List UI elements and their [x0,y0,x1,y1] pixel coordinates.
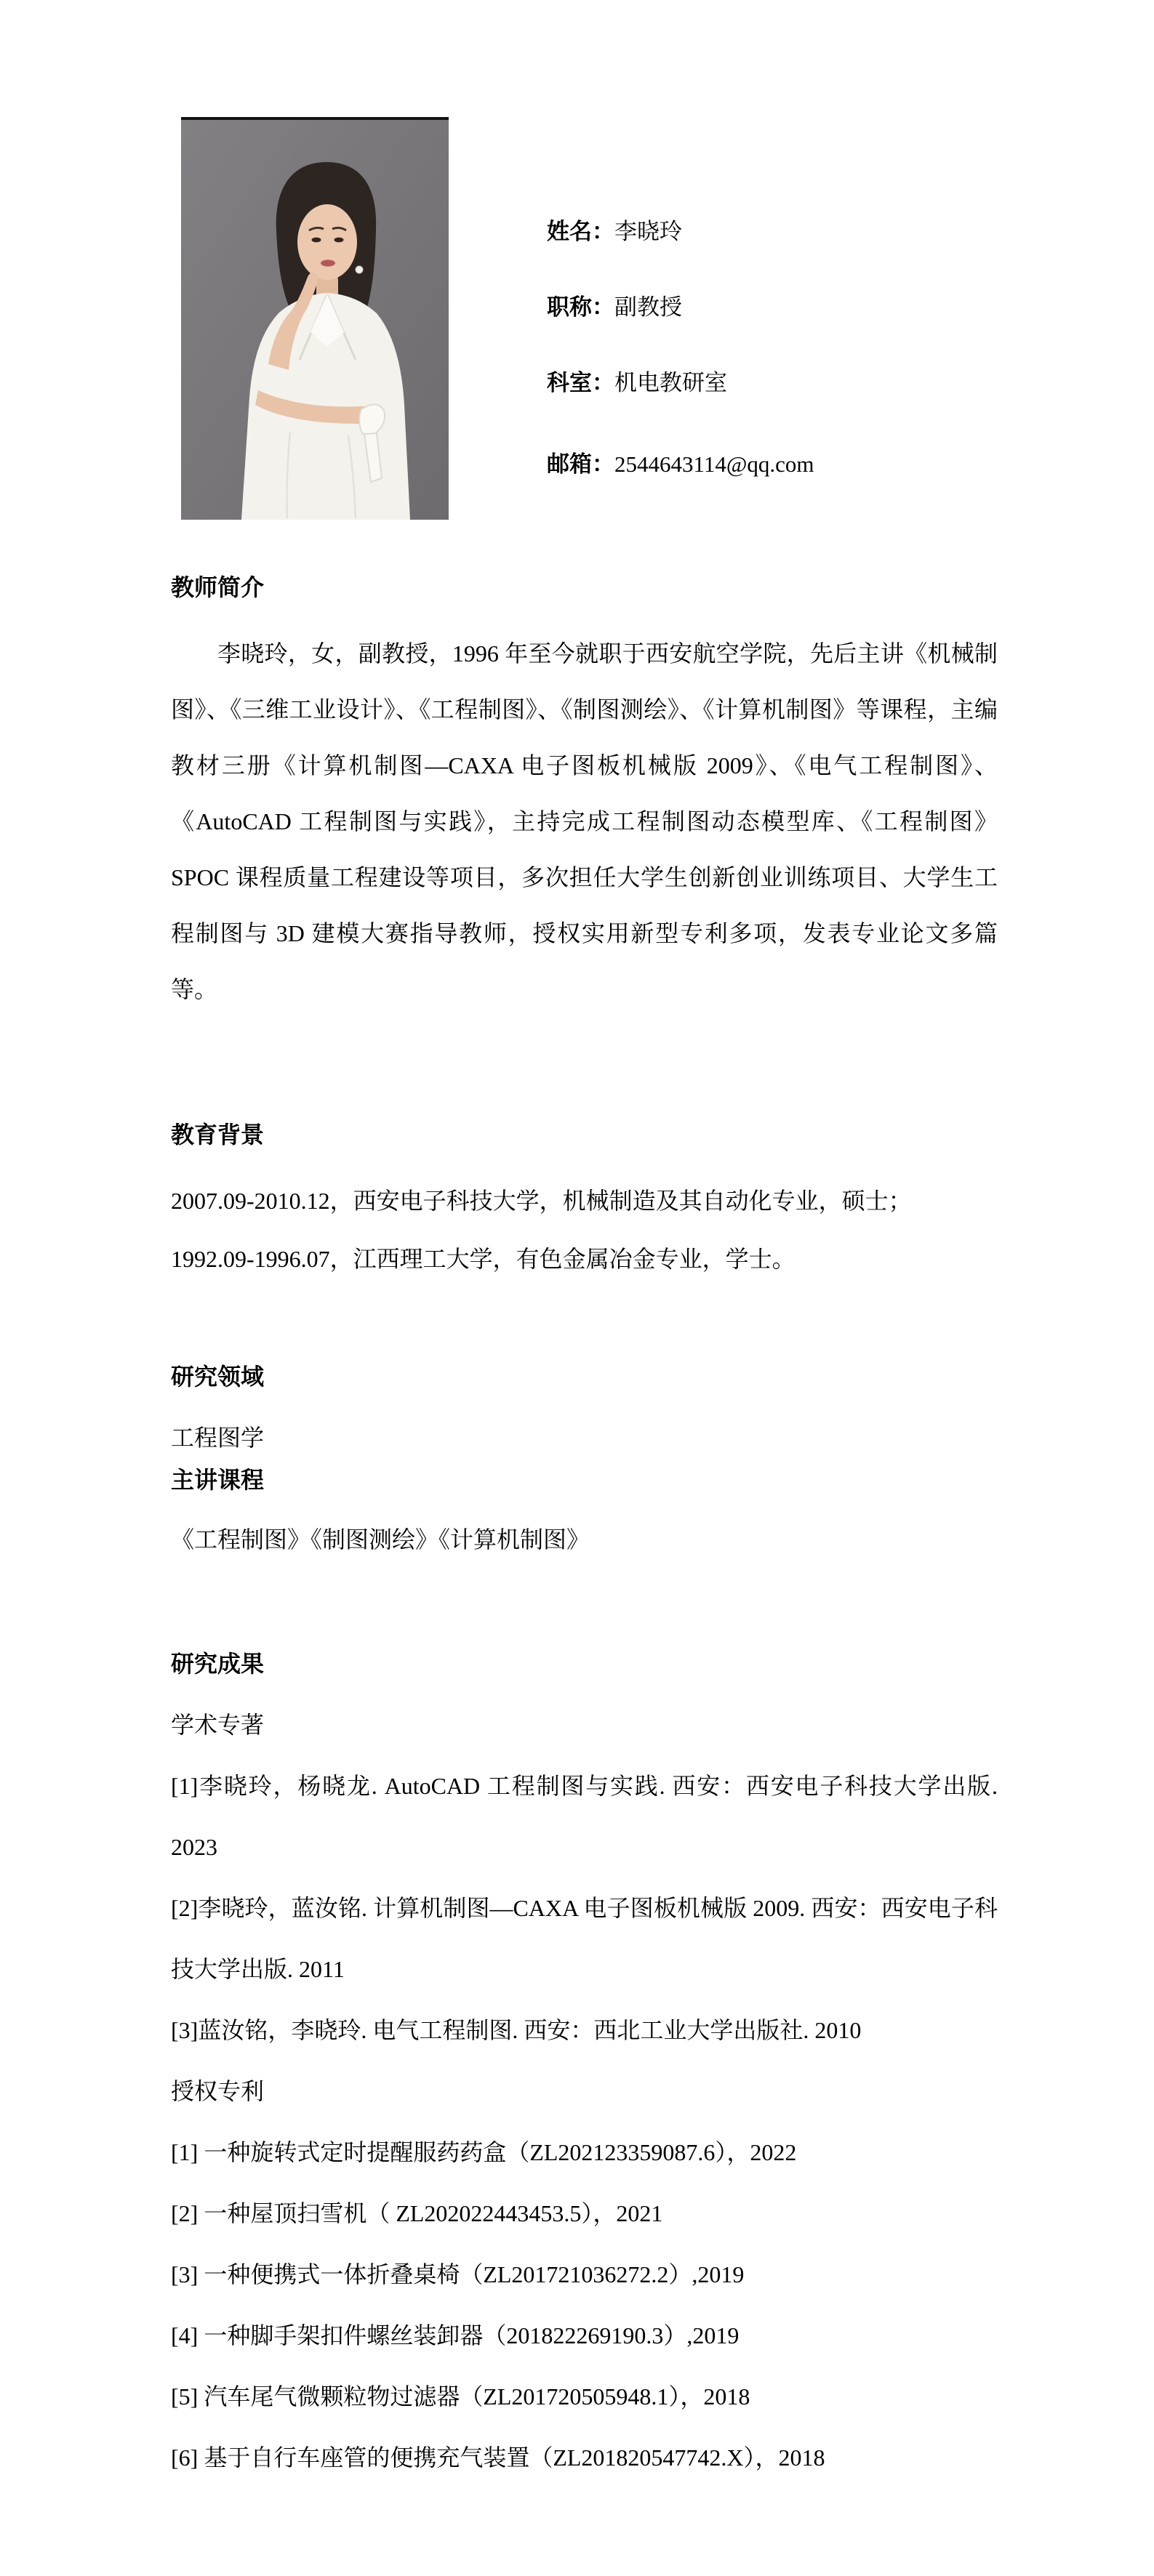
monograph-item: [3]蓝汝铭，李晓玲. 电气工程制图. 西安：西北工业大学出版社. 2010 [171,2017,862,2043]
patent-item: [1] 一种旋转式定时提醒服药药盒（ZL202123359087.6），2022 [171,2139,797,2165]
field-name-label: 姓名： [547,219,614,244]
patent-item: [4] 一种脚手架扣件螺丝装卸器（201822269190.3）,2019 [171,2322,740,2348]
section-heading-research-field: 研究领域 [171,1364,265,1390]
eye-left [312,238,321,243]
portrait-illustration [181,120,449,520]
section-achievements [171,1633,998,2488]
teacher-photo [181,117,449,520]
research-field-text: 工程图学 [171,1425,265,1451]
lips [321,259,335,266]
field-email-label: 邮箱： [547,451,614,477]
education-item: 1992.09-1996.07，江西理工大学，有色金属冶金专业，学士。 [171,1246,796,1272]
eye-right [334,238,344,243]
field-title [547,294,682,322]
monograph-item: [1]李晓玲，杨晓龙. AutoCAD 工程制图与实践. 西安：西安电子科技大学出版. 2023 [171,1773,998,1860]
field-name [547,218,682,246]
courses-text: 《工程制图》《制图测绘》《计算机制图》 [171,1526,590,1553]
monograph-item: [2]李晓玲，蓝汝铭. 计算机制图—CAXA 电子图板机械版 2009. 西安：西安电子科技大学出版. 2011 [171,1895,998,1982]
field-title-value: 副教授 [614,294,682,320]
patent-item: [3] 一种便携式一体折叠桌椅（ZL201721036272.2）,2019 [171,2261,745,2287]
patent-item: [5] 汽车尾气微颗粒物过滤器（ZL201720505948.1），2018 [171,2383,750,2410]
intro-paragraph: 李晓玲，女，副教授，1996 年至今就职于西安航空学院，先后主讲《机械制图》、《三维工业设计》、《工程制图》、《制图测绘》、《计算机制图》等课程，主编教材三册《计算机制图—CAXA 电子图板机械版 2009》、《电气工程制图》、《AutoCAD 工程制图与实践》，主持完成工程制图动态模型库、《工程制图》SPOC 课程质量工程建设等项目，多次担任大学生创新创业训练项目、大学生工程制图与 3D 建模大赛指导教师，授权实用新型专利多项，发表专业论文多篇等。 [171,640,998,1002]
patent-item: [6] 基于自行车座管的便携充气装置（ZL201820547742.X），2018 [171,2444,825,2471]
monographs-label: 学术专著 [171,1712,265,1738]
field-email [547,451,814,479]
field-email-value: 2544643114@qq.com [614,451,814,477]
field-department-value: 机电教研室 [614,370,727,395]
field-title-label: 职称： [547,294,614,320]
field-department [547,369,727,398]
earring [356,266,363,273]
section-heading-achievements: 研究成果 [171,1651,265,1677]
patent-item: [2] 一种屋顶扫雪机（ ZL202022443453.5），2021 [171,2200,663,2226]
section-heading-intro: 教师简介 [171,574,265,600]
section-heading-education: 教育背景 [171,1122,265,1148]
patents-label: 授权专利 [171,2078,265,2104]
face [297,204,357,280]
field-department-label: 科室： [547,370,614,395]
field-name-value: 李晓玲 [614,219,682,244]
section-heading-courses: 主讲课程 [171,1467,265,1493]
education-item: 2007.09-2010.12，西安电子科技大学，机械制造及其自动化专业，硕士； [171,1188,912,1214]
